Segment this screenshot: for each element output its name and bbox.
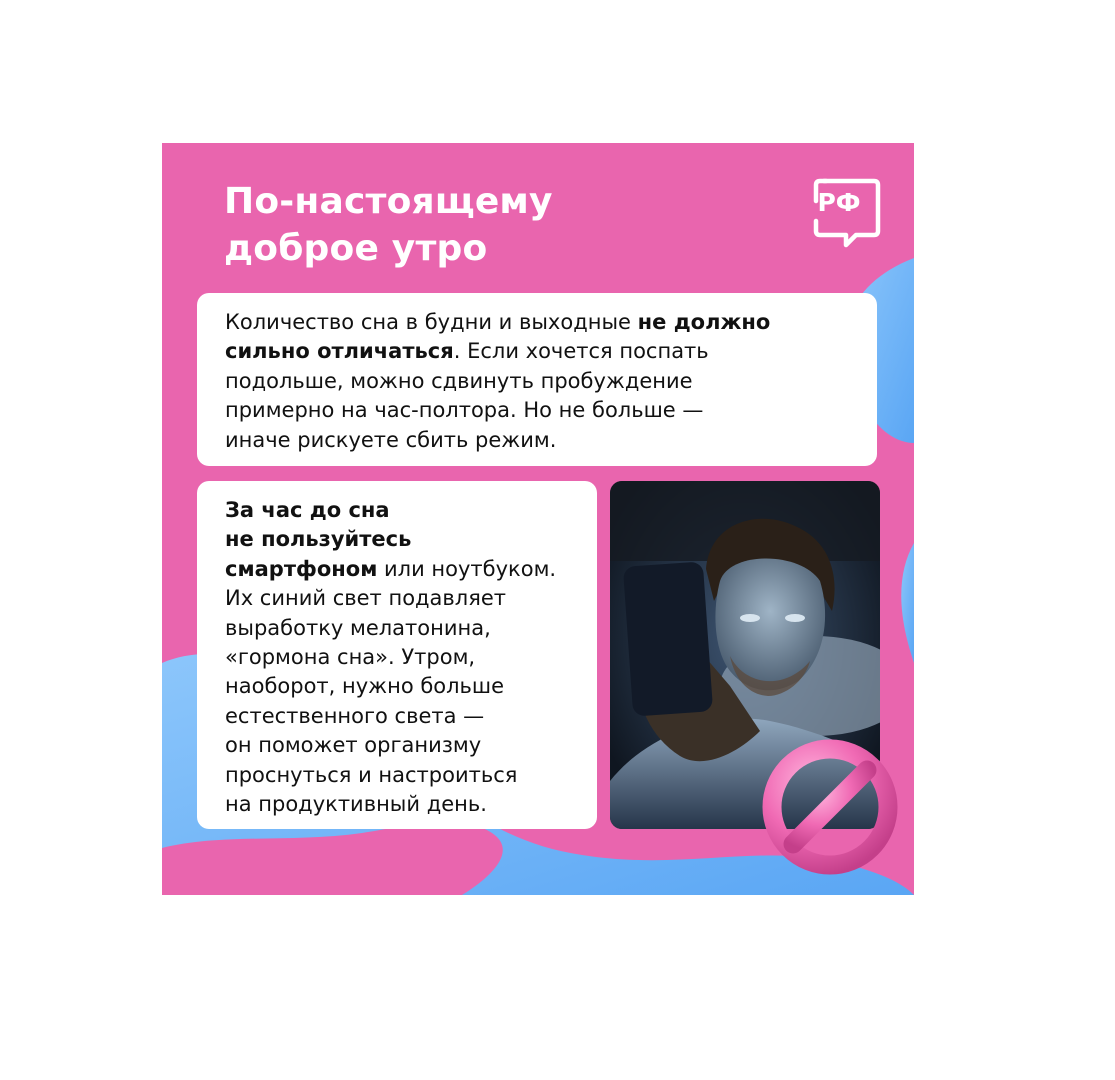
text-line: «гормона сна». Утром, xyxy=(225,645,476,670)
title-line-1: По-настоящему xyxy=(224,181,553,222)
text-line: примерно на час-полтора. Но не больше — xyxy=(225,398,704,423)
logo-text: РФ xyxy=(817,188,861,217)
text-line: на продуктивный день. xyxy=(225,792,487,817)
paragraph-sleep-schedule xyxy=(225,308,770,455)
text-line: иначе рискуете сбить режим. xyxy=(225,427,557,452)
eye xyxy=(785,614,805,622)
bold-text: не пользуйтесь xyxy=(225,527,412,552)
infographic-card xyxy=(162,143,914,895)
smartphone xyxy=(623,561,713,716)
eye xyxy=(740,614,760,622)
title-line-2: доброе утро xyxy=(224,228,488,269)
text-line: Количество сна в будни и выходные xyxy=(225,310,638,334)
bold-text: За час до сна xyxy=(225,498,390,522)
bold-text: не должно xyxy=(637,310,771,334)
text-line: или ноутбуком. xyxy=(377,556,557,581)
info-panel-left xyxy=(197,481,597,829)
text-line: выработку мелатонина, xyxy=(225,615,491,640)
text-line: . Если хочется поспать xyxy=(453,339,709,364)
paragraph-no-screens xyxy=(225,496,556,819)
info-panel-top xyxy=(197,293,877,466)
text-line: Их синий свет подавляет xyxy=(225,586,507,611)
text-line: подольше, можно сдвинуть пробуждение xyxy=(225,368,693,393)
text-line: проснуться и настроиться xyxy=(225,762,518,787)
blue-blob-right-lower xyxy=(901,543,914,663)
bold-text: смартфоном xyxy=(225,556,378,581)
text-line: он поможет организму xyxy=(225,733,482,758)
text-line: естественного света — xyxy=(225,703,485,728)
text-line: наоборот, нужно больше xyxy=(225,674,505,699)
prohibition-icon xyxy=(750,727,910,887)
bold-text: сильно отличаться xyxy=(225,339,454,364)
